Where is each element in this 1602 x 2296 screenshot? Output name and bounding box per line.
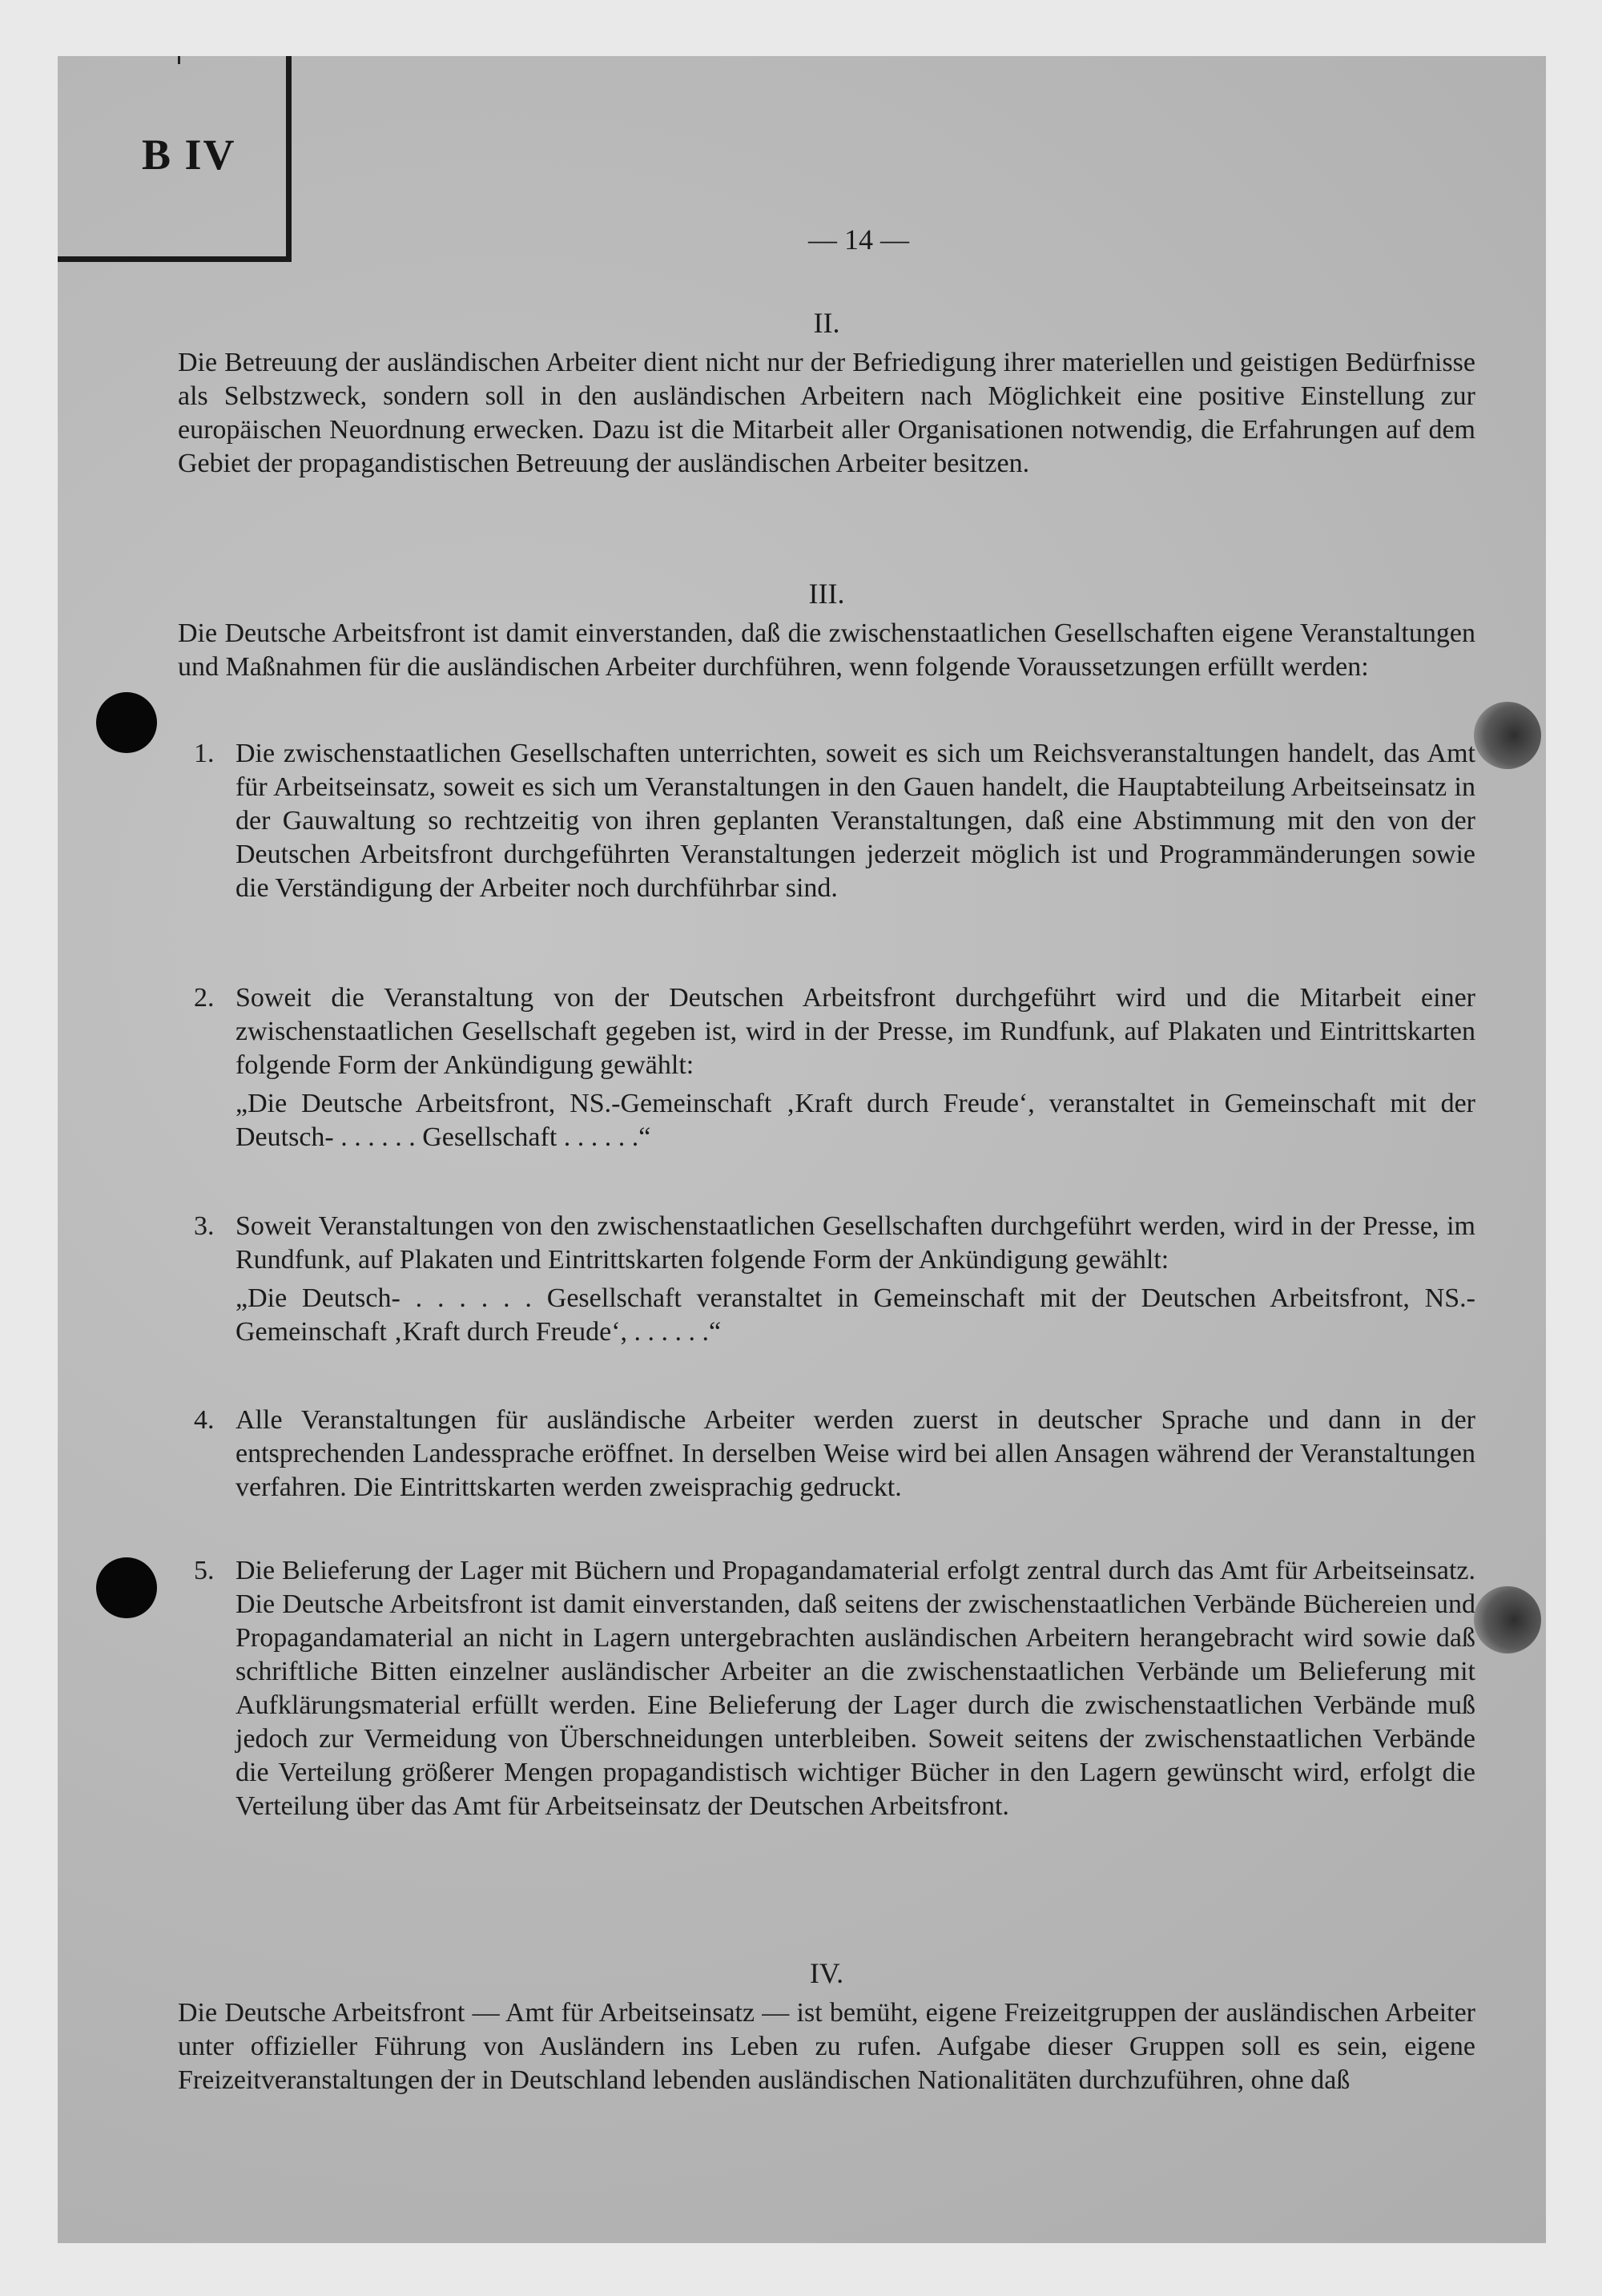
list-item-number: 3. — [194, 1211, 215, 1241]
list-item-number: 4. — [194, 1405, 215, 1435]
list-item-number: 2. — [194, 983, 215, 1013]
section-iv-paragraph: Die Deutsche Arbeitsfront — Amt für Arbeitseinsatz — ist bemüht, eigene Freizeitgruppen der ausländischen Arbeiter unter offizieller Führung von Ausländern ins Leben zu rufen. Aufgabe dieser Gruppen soll es sein, eigene Freizeitveranstaltungen der in Deutschland lebenden ausländischen Nationalitäten durchzuführen, ohne daß — [178, 1998, 1475, 2095]
list-item-1 — [194, 737, 1475, 905]
list-item-text: Die Belieferung der Lager mit Büchern und Propagandamaterial erfolgt zentral durch das Amt für Arbeitseinsatz. Die Deutsche Arbeitsfront ist damit einverstanden, daß seitens der zwischenstaatlichen Verbände Büchereien und Propagandamaterial an nicht in Lagern untergebrachten ausländischen Arbeitern herangebracht wird sowie daß schriftliche Bitten einzelner ausländischer Arbeiter an die zwischenstaatlichen Verbände um Belieferung mit Aufklärungsmaterial erfüllt werden. Eine Belieferung der Lager durch die zwischenstaatlichen Verbände muß jedoch zur Vermeidung von Überschneidungen unterbleiben. Soweit seitens der zwischenstaatlichen Verbände die Verteilung größerer Mengen propagandistisch wichtiger Bücher in den Lagern gewünscht wird, erfolgt die Verteilung über das Amt für Arbeitseinsatz der Deutschen Arbeitsfront. — [235, 1556, 1475, 1821]
section-ii-paragraph: Die Betreuung der ausländischen Arbeiter dient nicht nur der Befriedigung ihrer materiellen und geistigen Bedürfnisse als Selbstzweck, sondern soll in den ausländischen Arbeitern nach Möglichkeit eine positive Einstellung zur europäischen Neuordnung erwecken. Dazu ist die Mitarbeit aller Organisationen notwendig, die Erfahrungen auf dem Gebiet der propagandistischen Betreuung der ausländischen Arbeiter besitzen. — [178, 348, 1475, 478]
list-item-3 — [194, 1210, 1475, 1349]
list-item-text: Soweit Veranstaltungen von den zwischenstaatlichen Gesellschaften durchgeführt werden, wird in der Presse, im Rundfunk, auf Plakaten und Eintrittskarten folgende Form der Ankündigung gewählt: — [235, 1211, 1475, 1275]
list-item-text: Die zwischenstaatlichen Gesellschaften unterrichten, soweit es sich um Reichsveranstaltungen handelt, das Amt für Arbeitseinsatz, soweit es sich um Veranstaltungen in den Gauen handelt, die Hauptabteilung Arbeitseinsatz in der Gauwaltung so rechtzeitig von ihren geplanten Veranstaltungen, daß eine Abstimmung mit den von der Deutschen Arbeitsfront durchgeführten Veranstaltungen jederzeit möglich ist und Programmänderungen sowie die Verständigung der Arbeiter noch durchführbar sind. — [235, 739, 1475, 903]
page-number: — 14 — — [808, 224, 909, 256]
list-item-5 — [194, 1554, 1475, 1823]
list-item-2 — [194, 981, 1475, 1154]
punch-hole-bottom — [96, 1557, 157, 1618]
section-heading-ii: II. — [813, 307, 840, 339]
section-heading-iii: III. — [808, 578, 845, 610]
list-item-number: 5. — [194, 1556, 215, 1585]
list-item-text: Alle Veranstaltungen für ausländische Arbeiter werden zuerst in deutscher Sprache und dann in der entsprechenden Landessprache eröffnet. In derselben Weise wird bei allen Ansagen während der Veranstaltungen verfahren. Die Eintrittskarten werden zweisprachig gedruckt. — [235, 1405, 1475, 1502]
announcement-quote: „Die Deutsche Arbeitsfront, NS.-Gemeinschaft ‚Kraft durch Freude‘, veranstaltet in Gemeinschaft mit der Deutsch- . . . . . . Gesellschaft . . . . . .“ — [235, 1089, 1475, 1152]
archive-mark: B IV — [142, 131, 236, 179]
section-iii-paragraph: Die Deutsche Arbeitsfront ist damit einverstanden, daß die zwischenstaatlichen Gesellschaften eigene Veranstaltungen und Maßnahmen für die ausländischen Arbeiter durchführen, wenn folgende Voraussetzungen erfüllt werden: — [178, 618, 1475, 682]
document-page — [58, 56, 1546, 2243]
list-item-text: Soweit die Veranstaltung von der Deutschen Arbeitsfront durchgeführt wird und die Mitarbeit einer zwischenstaatlichen Gesellschaft gegeben ist, wird in der Presse, im Rundfunk, auf Plakaten und Eintrittskarten folgende Form der Ankündigung gewählt: — [235, 983, 1475, 1080]
list-item-number: 1. — [194, 739, 215, 768]
punch-hole-shadow-bottom — [1474, 1586, 1541, 1654]
punch-hole-top — [96, 692, 157, 753]
punch-hole-shadow-top — [1474, 702, 1541, 769]
list-item-4 — [194, 1404, 1475, 1504]
frame-tick — [178, 56, 180, 64]
announcement-quote: „Die Deutsch- . . . . . . Gesellschaft veranstaltet in Gemeinschaft mit der Deutschen Arbeitsfront, NS.-Gemeinschaft ‚Kraft durch Freude‘, . . . . . .“ — [235, 1283, 1475, 1347]
section-heading-iv: IV. — [809, 1957, 844, 1989]
